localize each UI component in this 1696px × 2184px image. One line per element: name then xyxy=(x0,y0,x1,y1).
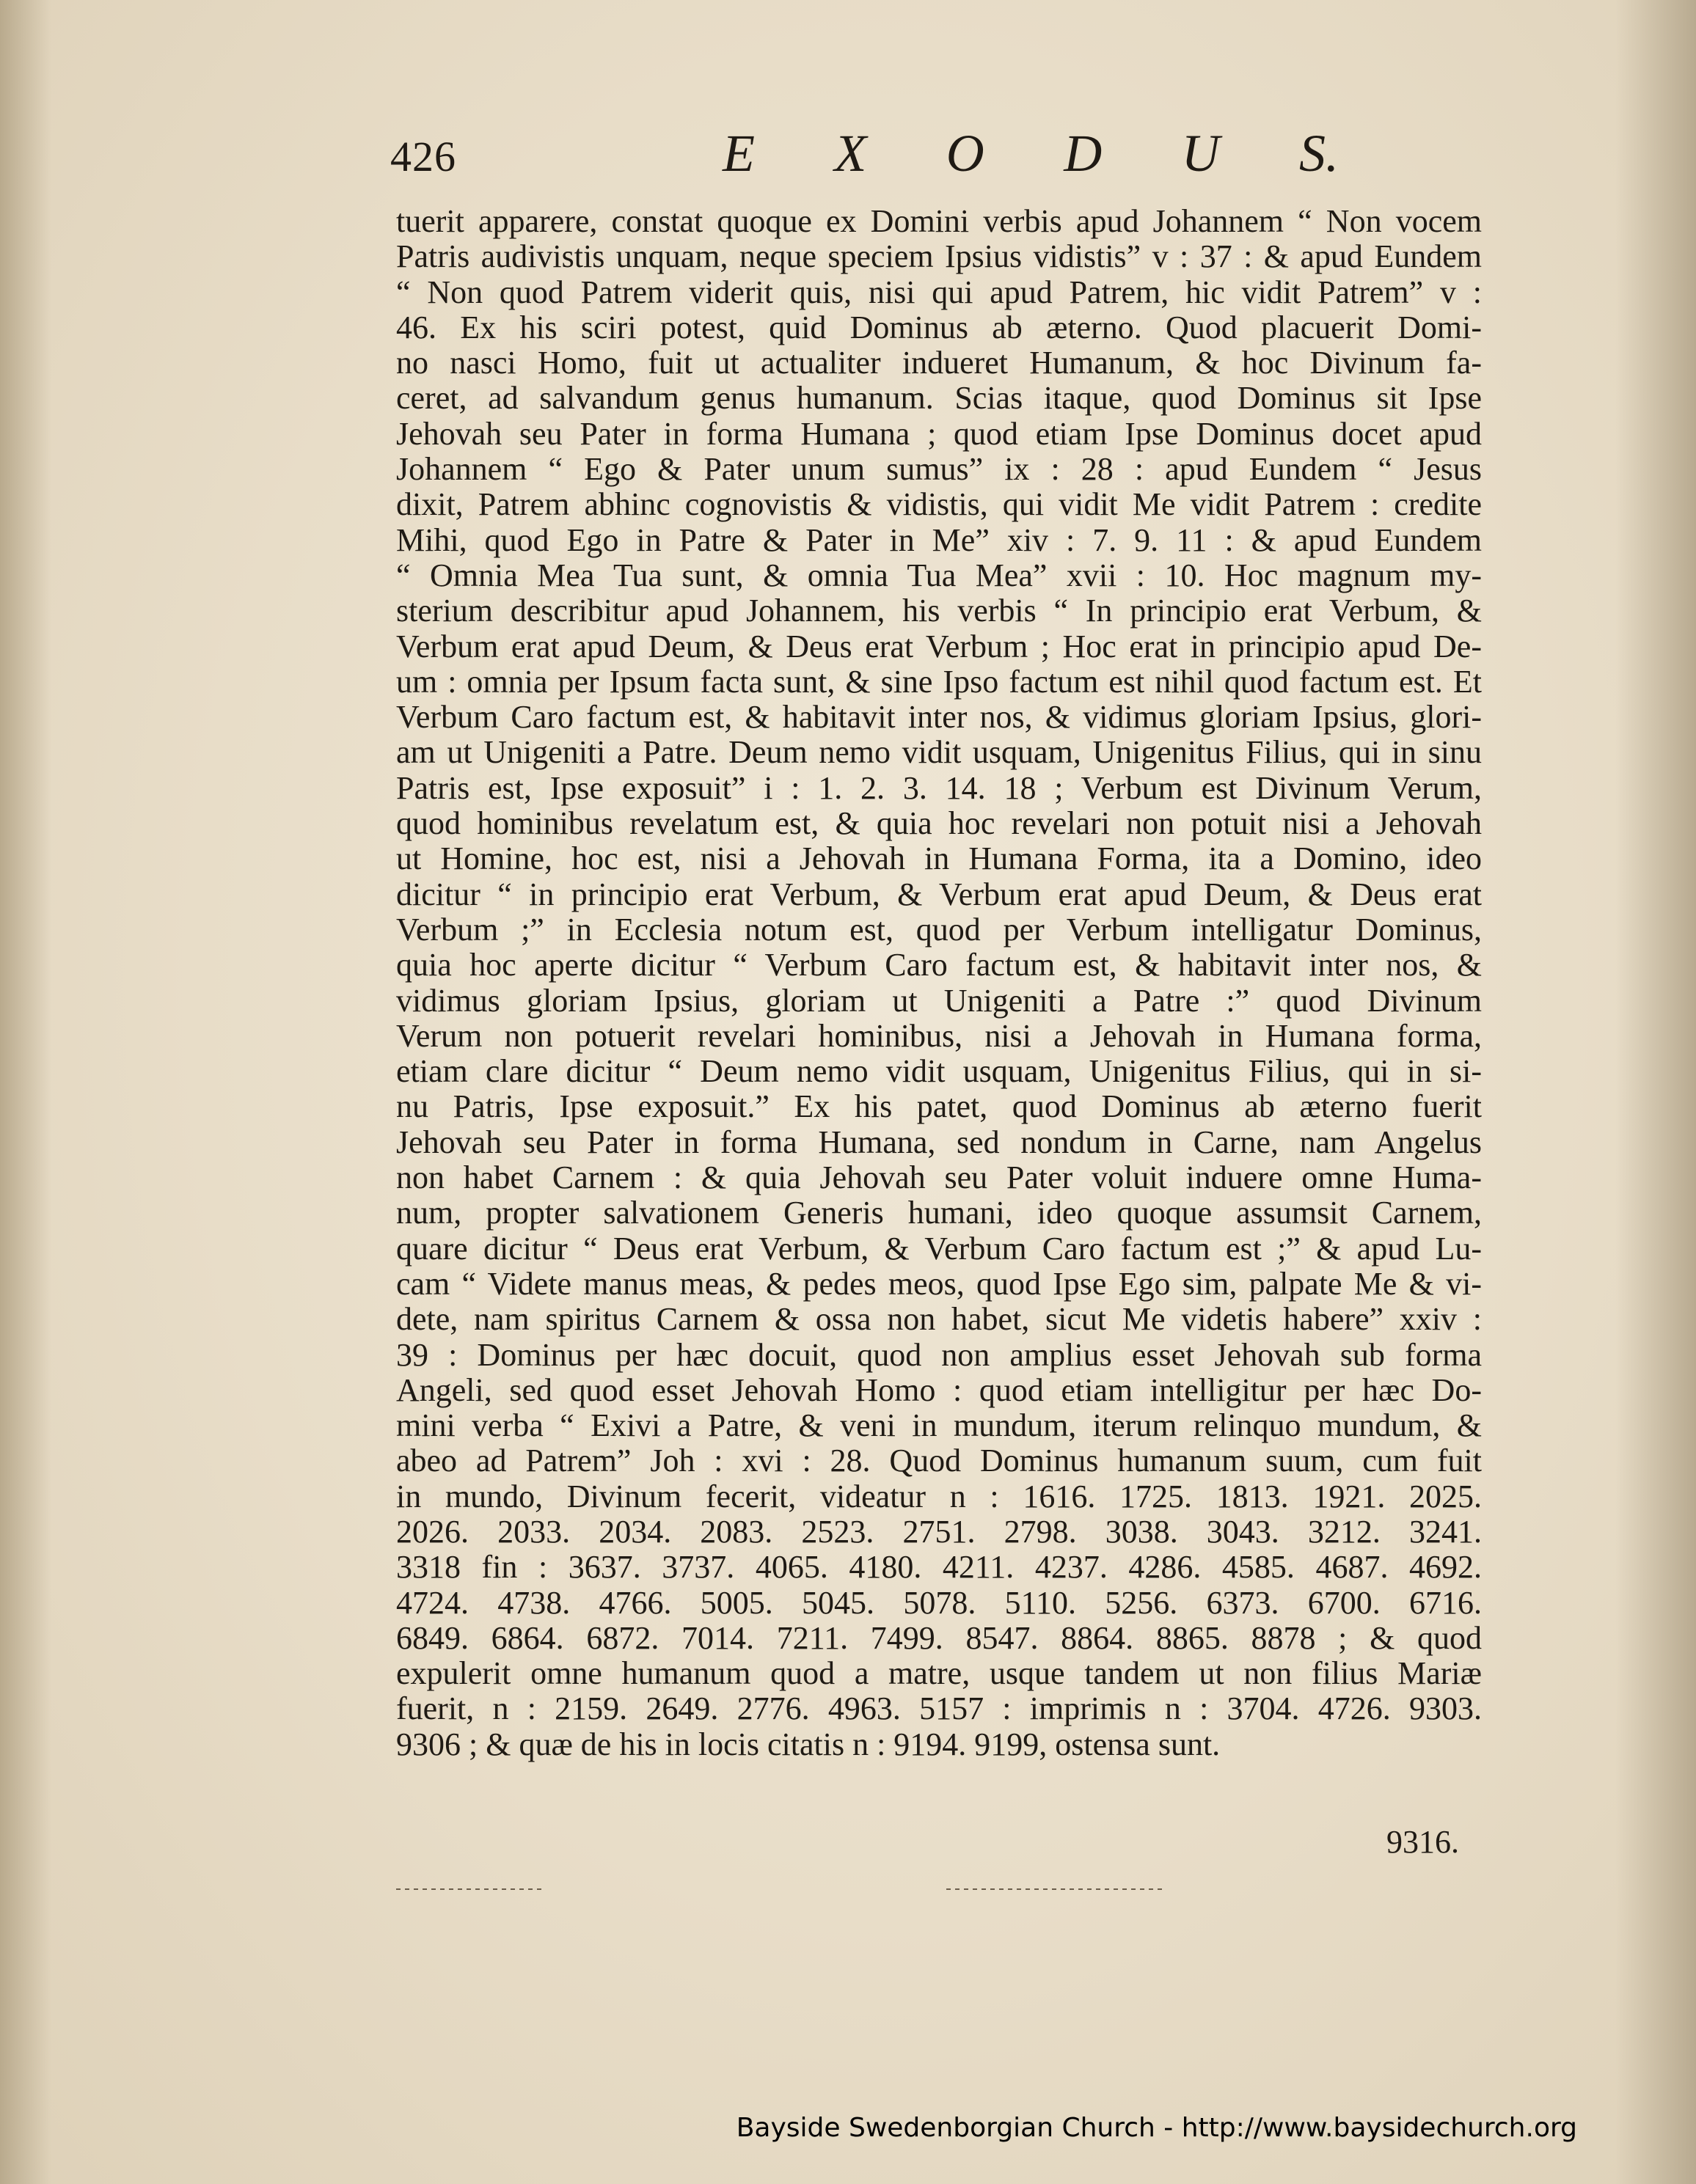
text-line: etiam clare dicitur “ Deum nemo vidit usquam, Unigenitus Filius, qui in si- xyxy=(396,1054,1482,1090)
running-head-letter: E xyxy=(723,124,755,183)
text-line: 46. Ex his sciri potest, quid Dominus ab æterno. Quod placuerit Domi- xyxy=(396,309,1482,345)
text-line: quare dicitur “ Deus erat Verbum, & Verbum Caro factum est ;” & apud Lu- xyxy=(396,1231,1482,1267)
text-line: Jehovah seu Pater in forma Humana, sed nondum in Carne, nam Angelus xyxy=(396,1124,1482,1160)
text-line: “ Omnia Mea Tua sunt, & omnia Tua Mea” xvii : 10. Hoc magnum my- xyxy=(396,557,1482,593)
running-head-letter: O xyxy=(946,124,984,183)
text-line: expulerit omne humanum quod a matre, usque tandem ut non filius Mariæ xyxy=(396,1656,1482,1692)
running-head xyxy=(723,123,1339,184)
text-line: dete, nam spiritus Carnem & ossa non habet, sicut Me videtis habere” xxiv : xyxy=(396,1302,1482,1338)
running-head-letter: X xyxy=(834,124,867,183)
text-line: sterium describitur apud Johannem, his verbis “ In principio erat Verbum, & xyxy=(396,593,1482,629)
text-line: 9306 ; & quæ de his in locis citatis n : 9194. 9199, ostensa sunt. xyxy=(396,1726,1221,1762)
text-line: tuerit apparere, constat quoque ex Domini verbis apud Johannem “ Non vocem xyxy=(396,204,1482,239)
page-number: 426 xyxy=(390,133,456,180)
text-line: quia hoc aperte dicitur “ Verbum Caro factum est, & habitavit inter nos, & xyxy=(396,948,1482,983)
footer-credit: Bayside Swedenborgian Church - http://www.baysidechurch.org xyxy=(736,2113,1577,2143)
text-line: ceret, ad salvandum genus humanum. Scias itaque, quod Dominus sit Ipse xyxy=(396,381,1482,417)
catchword: 9316. xyxy=(1386,1824,1459,1860)
text-line: cam “ Videte manus meas, & pedes meos, quod Ipse Ego sim, palpate Me & vi- xyxy=(396,1266,1482,1302)
text-line: dicitur “ in principio erat Verbum, & Verbum erat apud Deum, & Deus erat xyxy=(396,876,1482,912)
text-line: abeo ad Patrem” Joh : xvi : 28. Quod Dominus humanum suum, cum fuit xyxy=(396,1443,1482,1479)
text-line: num, propter salvationem Generis humani, ideo quoque assumsit Carnem, xyxy=(396,1195,1482,1231)
text-line: Mihi, quod Ego in Patre & Pater in Me” xiv : 7. 9. 11 : & apud Eundem xyxy=(396,522,1482,558)
text-line: 3318 fin : 3637. 3737. 4065. 4180. 4211. 4237. 4286. 4585. 4687. 4692. xyxy=(396,1550,1482,1586)
body-text xyxy=(396,204,1482,1762)
text-line: non habet Carnem : & quia Jehovah seu Pater voluit induere omne Huma- xyxy=(396,1160,1482,1196)
text-line: mini verba “ Exivi a Patre, & veni in mundum, iterum relinquo mundum, & xyxy=(396,1408,1482,1444)
text-line: Patris est, Ipse exposuit” i : 1. 2. 3. 14. 18 ; Verbum est Divinum Verum, xyxy=(396,770,1482,806)
text-line: 39 : Dominus per hæc docuit, quod non amplius esset Jehovah sub forma xyxy=(396,1337,1482,1373)
text-line: Johannem “ Ego & Pater unum sumus” ix : 28 : apud Eundem “ Jesus xyxy=(396,452,1482,488)
running-head-letter: D xyxy=(1064,124,1103,183)
footer-rule-center xyxy=(946,1888,1166,1890)
text-line: quod hominibus revelatum est, & quia hoc revelari non potuit nisi a Jehovah xyxy=(396,806,1482,842)
text-line: Verbum Caro factum est, & habitavit inter nos, & vidimus gloriam Ipsius, glori- xyxy=(396,700,1482,736)
text-line: Patris audivistis unquam, neque speciem Ipsius vidistis” v : 37 : & apud Eundem xyxy=(396,239,1482,275)
footer-rule-left xyxy=(396,1888,543,1890)
text-line: Verbum erat apud Deum, & Deus erat Verbum ; Hoc erat in principio apud De- xyxy=(396,629,1482,664)
running-head-letter: U xyxy=(1181,124,1220,183)
text-line: Jehovah seu Pater in forma Humana ; quod etiam Ipse Dominus docet apud xyxy=(396,416,1482,452)
text-line: dixit, Patrem abhinc cognovistis & vidistis, qui vidit Me vidit Patrem : credite xyxy=(396,487,1482,523)
text-line: um : omnia per Ipsum facta sunt, & sine Ipso factum est nihil quod factum est. Et xyxy=(396,664,1482,700)
text-line: fuerit, n : 2159. 2649. 2776. 4963. 5157 : imprimis n : 3704. 4726. 9303. xyxy=(396,1691,1482,1727)
text-line: 4724. 4738. 4766. 5005. 5045. 5078. 5110. 5256. 6373. 6700. 6716. xyxy=(396,1585,1482,1621)
text-line: no nasci Homo, fuit ut actualiter indueret Humanum, & hoc Divinum fa- xyxy=(396,345,1482,381)
text-line: am ut Unigeniti a Patre. Deum nemo vidit usquam, Unigenitus Filius, qui in sinu xyxy=(396,735,1482,771)
text-line: Verbum ;” in Ecclesia notum est, quod per Verbum intelligatur Dominus, xyxy=(396,912,1482,948)
text-line: vidimus gloriam Ipsius, gloriam ut Unigeniti a Patre :” quod Divinum xyxy=(396,983,1482,1019)
text-line: “ Non quod Patrem viderit quis, nisi qui apud Patrem, hic vidit Patrem” v : xyxy=(396,274,1482,310)
text-line: Angeli, sed quod esset Jehovah Homo : quod etiam intelligitur per hæc Do- xyxy=(396,1372,1482,1408)
text-line: in mundo, Divinum fecerit, videatur n : 1616. 1725. 1813. 1921. 2025. xyxy=(396,1478,1482,1514)
text-line: ut Homine, hoc est, nisi a Jehovah in Humana Forma, ita a Domino, ideo xyxy=(396,841,1482,877)
running-head-letter: S. xyxy=(1299,124,1339,183)
text-line: nu Patris, Ipse exposuit.” Ex his patet, quod Dominus ab æterno fuerit xyxy=(396,1089,1482,1125)
text-line: Verum non potuerit revelari hominibus, nisi a Jehovah in Humana forma, xyxy=(396,1018,1482,1054)
text-line: 2026. 2033. 2034. 2083. 2523. 2751. 2798. 3038. 3043. 3212. 3241. xyxy=(396,1514,1482,1550)
text-line: 6849. 6864. 6872. 7014. 7211. 7499. 8547. 8864. 8865. 8878 ; & quod xyxy=(396,1620,1482,1656)
